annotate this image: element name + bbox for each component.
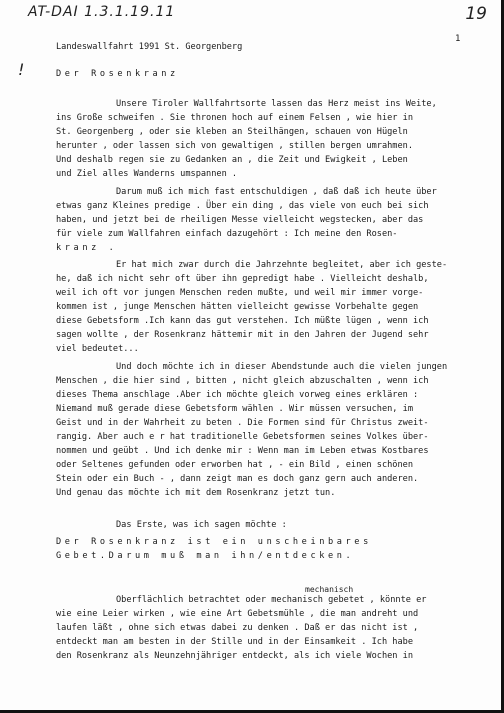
text-line: oder Seltenes gefunden oder erworben hat , - ein Bild , einen schönen xyxy=(56,460,413,470)
handwritten-page-number: 19 xyxy=(465,4,487,24)
section-lead: Das Erste, was ich sagen möchte : xyxy=(116,520,287,530)
text-line: viel bedeutet... xyxy=(56,344,139,354)
text-line: diese Gebetsform .Ich kann das gut verstehen. Ich müßte lügen , wenn ich xyxy=(56,316,429,326)
text-line: Er hat mich zwar durch die Jahrzehnte begleitet, aber ich geste- xyxy=(116,260,448,270)
text-line: ins Große schweifen . Sie thronen hoch auf einem Felsen , wie hier in xyxy=(56,113,413,123)
text-line: Geist und in der Wahrheit zu beten . Die Formen sind für Christus zweit- xyxy=(56,418,429,428)
text-line: he, daß ich nicht sehr oft über ihn gepredigt habe . Vielleicht deshalb, xyxy=(56,274,429,284)
text-line: und Ziel alles Wanderns umspannen . xyxy=(56,169,238,179)
text-line: herunter , oder lassen sich von gewaltigen , stillen bergen umrahmen. xyxy=(56,141,413,151)
text-line: Unsere Tiroler Wallfahrtsorte lassen das Herz meist ins Weite, xyxy=(116,99,437,109)
text-line: laufen läßt , ohne sich etwas dabei zu denken . Daß er das nicht ist , xyxy=(56,623,419,633)
text-line: Und doch möchte ich in dieser Abendstunde auch die vielen jungen xyxy=(116,362,448,372)
text-line: etwas ganz Kleines predige . Über ein ding , das viele von euch bei sich xyxy=(56,201,429,211)
text-line: den Rosenkranz als Neunzehnjähriger entdeckt, als ich viele Wochen in xyxy=(56,651,413,661)
handwritten-correction: mechanisch xyxy=(305,585,354,594)
text-line: haben, und jetzt bei de rheiligen Messe vielleicht wegstecken, aber das xyxy=(56,215,424,225)
document-title: Der Rosenkranz xyxy=(56,69,179,79)
text-line: Oberflächlich betrachtet oder mechanisch gebetet , könnte er xyxy=(116,595,427,605)
typed-page-number: 1 xyxy=(455,34,461,44)
text-line: für viele zum Wallfahren einfach dazugehört : Ich meine den Rosen- xyxy=(56,229,398,239)
text-line: entdeckt man am besten in der Stille und in der Einsamkeit . Ich habe xyxy=(56,637,413,647)
text-line: dieses Thema anschlage .Aber ich möchte gleich vorweg eines erklären : xyxy=(56,390,419,400)
archive-id-annotation: AT-DAI 1.3.1.19.11 xyxy=(28,4,176,20)
text-line: Und deshalb regen sie zu Gedanken an , die Zeit und Ewigkeit , Leben xyxy=(56,155,408,165)
margin-mark: ! xyxy=(18,60,25,79)
text-line: Stein oder ein Buch - , dann zeigt man es doch ganz gern auch anderen. xyxy=(56,474,419,484)
text-line: wie eine Leier wirken , wie eine Art Gebetsmühle , die man andreht und xyxy=(56,609,419,619)
text-line: Und genau das möchte ich mit dem Rosenkranz jetzt tun. xyxy=(56,488,336,498)
text-line: rangig. Aber auch e r hat traditionelle Gebetsformen seines Volkes über- xyxy=(56,432,429,442)
text-line: kommen ist , junge Menschen hätten vielleicht gewisse Vorbehalte gegen xyxy=(56,302,419,312)
section-thesis: Der Rosenkranz ist ein unscheinbares xyxy=(56,537,372,547)
section-thesis: Gebet.Darum muß man ihn/entdecken. xyxy=(56,551,355,561)
text-line: kranz . xyxy=(56,243,118,253)
text-line: nommen und geübt . Und ich denke mir : Wenn man im Leben etwas Kostbares xyxy=(56,446,429,456)
document-header: Landeswallfahrt 1991 St. Georgenberg xyxy=(56,42,243,52)
text-line: Menschen , die hier sind , bitten , nicht gleich abzuschalten , wenn ich xyxy=(56,376,429,386)
text-line: St. Georgenberg , oder sie kleben an Steilhängen, schauen von Hügeln xyxy=(56,127,408,137)
text-line: Darum muß ich mich fast entschuldigen , daß daß ich heute über xyxy=(116,187,437,197)
text-line: Niemand muß gerade diese Gebetsform wählen . Wir müssen versuchen, im xyxy=(56,404,413,414)
text-line: sagen wollte , der Rosenkranz hättemir mit in den Jahren der Jugend sehr xyxy=(56,330,429,340)
text-line: weil ich oft vor jungen Menschen reden mußte, und weil mir immer vorge- xyxy=(56,288,424,298)
